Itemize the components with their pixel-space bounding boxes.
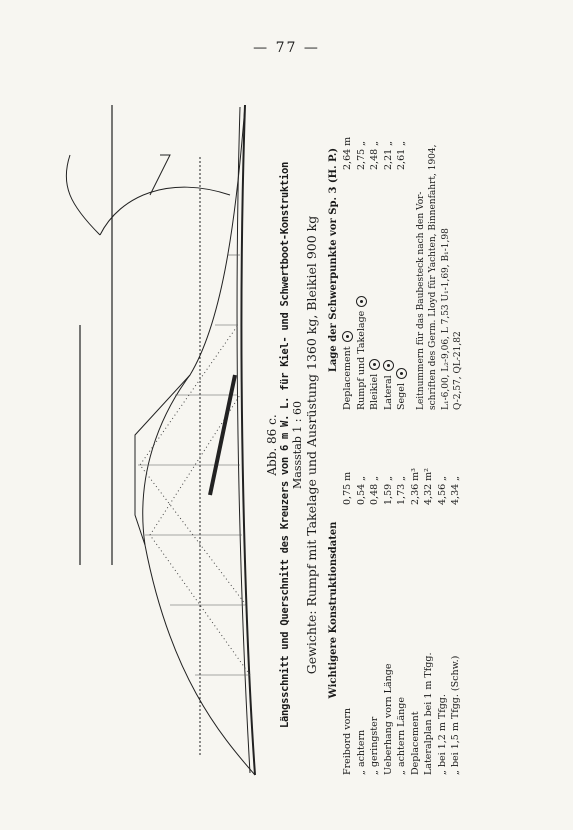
note-line: schriften des Germ. Lloyd für Yachten, Binnenfahrt, 1904,	[428, 144, 438, 410]
centroid-label: Segel	[395, 170, 409, 410]
construction-data-label: Ueberhang vorn Länge	[382, 663, 394, 775]
construction-data-value: 2,36 m³	[409, 468, 421, 505]
hull-deck-line	[237, 107, 250, 773]
note-text	[415, 110, 465, 410]
centroid-label: Deplacement	[341, 170, 355, 410]
construction-data-label: „ bei 1,5 m Tfgg. (Schw.)	[450, 655, 461, 775]
construction-data-row	[436, 445, 450, 775]
centroid-symbol-icon	[369, 359, 380, 370]
centroid-value: 2,61 „	[396, 140, 407, 170]
construction-data-value: 0,75 m	[342, 471, 353, 505]
page-number: — 77 —	[253, 40, 320, 56]
rotated-figure-page	[40, 95, 540, 795]
construction-data-value: 4,32 m²	[423, 468, 434, 505]
cross-section	[66, 155, 230, 235]
centroid-row	[341, 110, 355, 410]
centroid-row	[355, 110, 369, 410]
construction-data-row	[341, 445, 355, 775]
construction-data-heading: Wichtigere Konstruktionsdaten	[328, 521, 339, 699]
centroid-value: 2,75 „	[355, 140, 367, 170]
centroid-label: Rumpf und Takelage	[355, 170, 369, 410]
centroid-symbol-icon	[396, 368, 407, 379]
construction-data-value: 4,34 „	[450, 475, 461, 505]
construction-data-value: 0,48 „	[369, 475, 380, 505]
data-tables	[328, 95, 498, 795]
construction-data-row	[409, 445, 423, 775]
centroid-symbol-icon	[383, 360, 394, 371]
centroid-label: Lateral	[382, 170, 396, 410]
hull-sheer-line	[241, 105, 255, 775]
construction-data-row	[422, 445, 436, 775]
construction-data-value: 0,54 „	[355, 475, 367, 505]
centroid-row	[382, 110, 396, 410]
centroid-symbol-icon	[356, 296, 367, 307]
construction-data-label: „ achtern	[355, 729, 367, 775]
construction-data-label: „ geringster	[369, 716, 380, 775]
construction-data-value: 1,73 „	[396, 475, 407, 505]
construction-data-row	[368, 445, 382, 775]
construction-data-label: Freibord vorn	[342, 708, 353, 775]
note-line: Leitnummern für das Baubesteck nach den Vor-	[415, 191, 426, 410]
construction-data-label: „ achtern Länge	[396, 697, 407, 775]
centroid-row	[395, 110, 409, 410]
note-line: Q-2,57, QL-21,82	[453, 331, 463, 410]
hull-drawing	[50, 95, 260, 795]
centroid-data	[328, 110, 465, 410]
construction-data-label: „ bei 1,2 m Tfgg.	[436, 694, 448, 775]
centroid-value: 2,64 m	[342, 136, 353, 170]
centroid-row	[368, 110, 382, 410]
construction-data-value: 4,56 „	[436, 475, 448, 505]
centerboard	[210, 375, 235, 495]
centroid-label: Bleikiel	[368, 170, 382, 410]
centroid-symbol-icon	[342, 331, 353, 342]
construction-data-row	[395, 445, 409, 775]
construction-data-row	[382, 445, 396, 775]
construction-data-value: 1,59 „	[382, 475, 394, 505]
station-lines	[138, 255, 250, 675]
note-line: L₁-6,00, L₂-9,06, L 7,53 U₁-1,69, B₁-1,98	[440, 228, 451, 410]
figure-caption	[265, 95, 319, 795]
construction-data	[328, 445, 463, 775]
figure-title: Längsschnitt und Querschnitt des Kreuzers von 6 m W. L. für Kiel- und Schwertboot-Konstruktion	[279, 161, 291, 729]
figure-weights: Gewichte: Rumpf mit Takelage und Ausrüstung 1360 kg, Bleikiel 900 kg	[304, 215, 319, 675]
figure-label: Abb. 86 c.	[265, 414, 279, 476]
figure-scale: Massstab 1 : 60	[291, 401, 304, 489]
construction-data-label: Lateralplan bei 1 m Tfgg.	[423, 652, 434, 775]
construction-data-row	[355, 445, 369, 775]
centroid-value: 2,21 „	[382, 140, 394, 170]
centroid-value: 2,48 „	[369, 140, 380, 170]
construction-data-row	[449, 445, 463, 775]
centroid-data-heading: Lage der Schwerpunkte vor Sp. 3 (H. P.)	[328, 147, 339, 373]
construction-data-label: Deplacement	[409, 711, 421, 775]
